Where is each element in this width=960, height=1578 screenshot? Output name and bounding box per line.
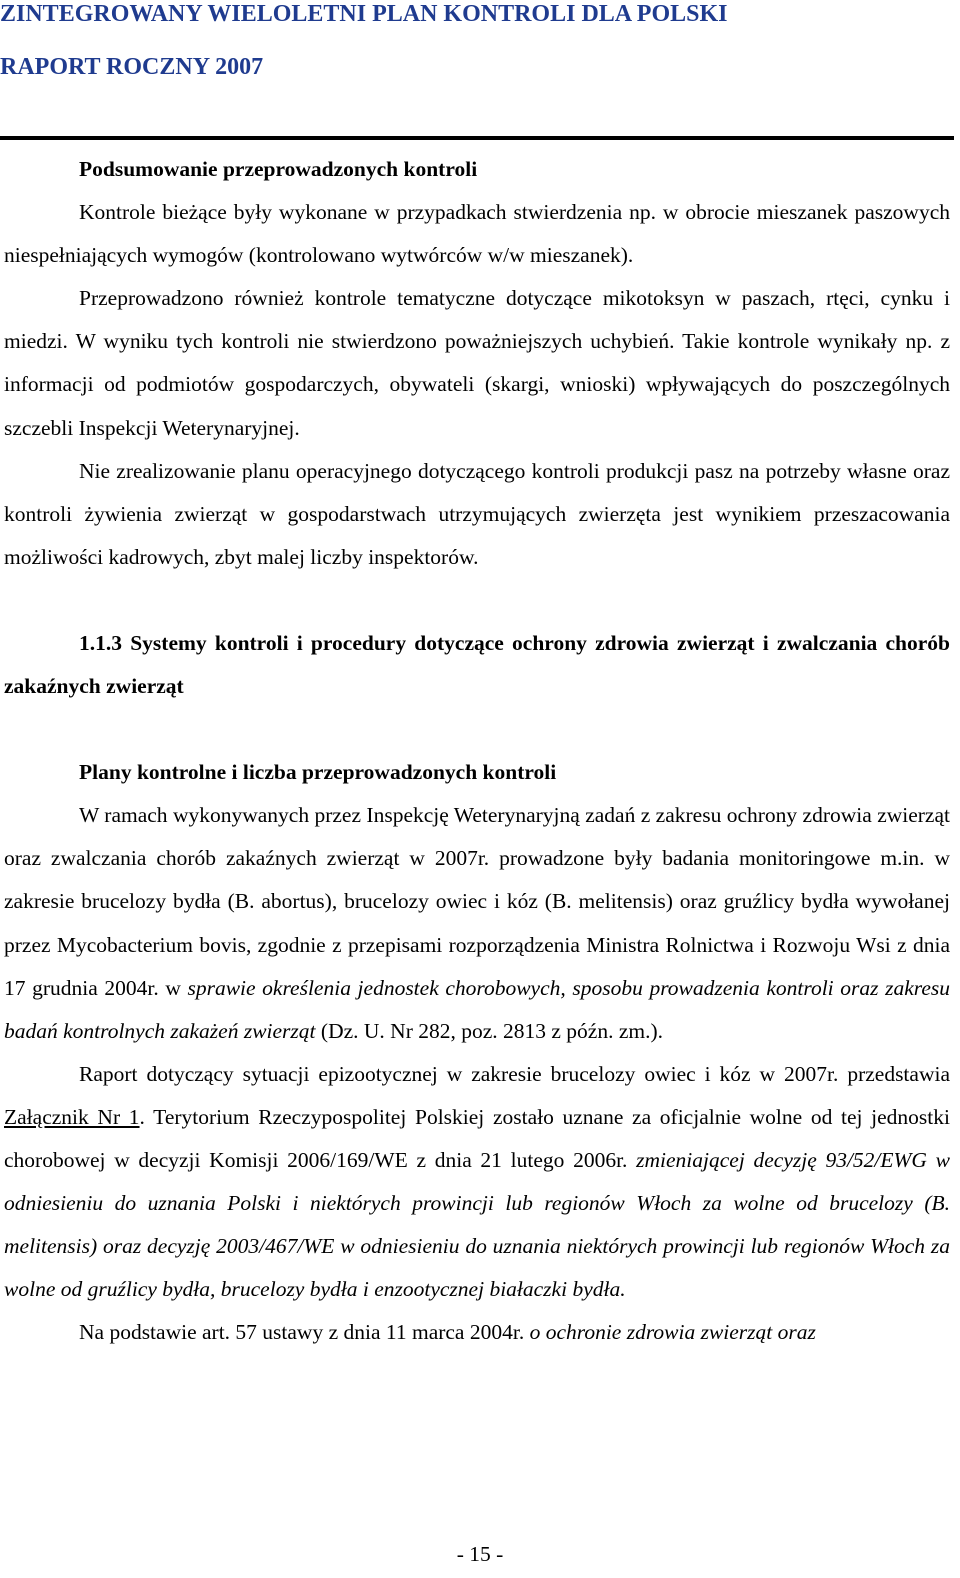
plans-paragraph-2 <box>4 1053 950 1312</box>
document-body <box>4 148 950 1354</box>
header-title: ZINTEGROWANY WIELOLETNI PLAN KONTROLI DLA POLSKI <box>0 1 728 27</box>
decision-title-2: 2003/467/WE w odniesieniu do uznania niektórych prowincji lub regionów Włoch za wolne od gruźlicy bydła, brucelozy bydła i enzootycznej białaczki bydła. <box>4 1234 951 1302</box>
attachment-link[interactable]: Załącznik Nr 1 <box>4 1104 140 1129</box>
act-title: o ochronie zdrowia zwierząt oraz <box>529 1320 816 1345</box>
regulation-title: sprawie określenia jednostek chorobowych, sposobu prowadzenia kontroli oraz zakresu badań kontrolnych zakażeń zwierząt <box>4 975 950 1043</box>
text-run: W ramach wykonywanych przez Inspekcję Weterynaryjną zadań z zakresu ochrony zdrowia zwierząt oraz zwalczania chorób zakaźnych zwierząt w 2007r. prowadzone były badania monitoringowe m.in. w zakresie brucelozy bydła (B. abortus), brucelozy owiec i kóz (B. melitensis) oraz gruźlicy bydła wywołanej przez Mycobacterium bovis, zgodnie z przepisami rozporządzenia Ministra Rolnictwa i Rozwoju Wsi z dnia 17 grudnia 2004r. w <box>4 803 950 1000</box>
plans-paragraph-1 <box>4 794 950 1053</box>
plans-heading: Plany kontrolne i liczba przeprowadzonych kontroli <box>79 760 557 785</box>
page-number: - 15 - <box>456 1542 504 1566</box>
summary-paragraph-2: Przeprowadzono również kontrole tematyczne dotyczące mikotoksyn w paszach, rtęci, cynku i miedzi. W wyniku tych kontroli nie stwierdzono poważniejszych uchybień. Takie kontrole wynikały np. z informacji od podmiotów gospodarczych, obywateli (skargi, wnioski) wpływających do poszczególnych szczebli Inspekcji Weterynaryjnej. <box>4 286 950 440</box>
plans-paragraph-3 <box>4 1311 950 1354</box>
section-title: 1.1.3 Systemy kontroli i procedury dotyczące ochrony zdrowia zwierząt i zwalczania chorób zakaźnych zwierząt <box>4 630 950 699</box>
summary-heading: Podsumowanie przeprowadzonych kontroli <box>79 157 478 181</box>
text-run: Na podstawie art. 57 ustawy z dnia 11 marca 2004r. <box>79 1320 530 1345</box>
spacer <box>4 579 950 622</box>
spacer <box>4 708 950 751</box>
header-divider <box>0 136 954 140</box>
text-run: (Dz. U. Nr 282, poz. 2813 z późn. zm.). <box>315 1018 664 1043</box>
decision-title-1: zmieniającej decyzję 93/52/EWG w odniesieniu do uznania Polski i niektórych prowincji lub regionów Włoch za wolne od brucelozy (B. melitensis) oraz decyzję <box>4 1147 950 1259</box>
summary-paragraph-3: Nie zrealizowanie planu operacyjnego dotyczącego kontroli produkcji pasz na potrzeby własne oraz kontroli żywienia zwierząt w gospodarstwach utrzymujących zwierzęta jest wynikiem przeszacowania możliwości kadrowych, zbyt malej liczby inspektorów. <box>4 458 950 569</box>
header-subtitle: RAPORT ROCZNY 2007 <box>0 54 264 80</box>
text-run: . Terytorium Rzeczypospolitej Polskiej zostało uznane za oficjalnie wolne od tej jednostki chorobowej w decyzji Komisji 2006/169/WE z dnia 21 lutego 2006r. <box>4 1104 951 1172</box>
summary-paragraph-1: Kontrole bieżące były wykonane w przypadkach stwierdzenia np. w obrocie mieszanek paszowych niespełniających wymogów (kontrolowano wytwórców w/w mieszanek). <box>4 200 950 268</box>
text-run: Raport dotyczący sytuacji epizootycznej w zakresie brucelozy owiec i kóz w 2007r. przedstawia <box>79 1061 950 1086</box>
